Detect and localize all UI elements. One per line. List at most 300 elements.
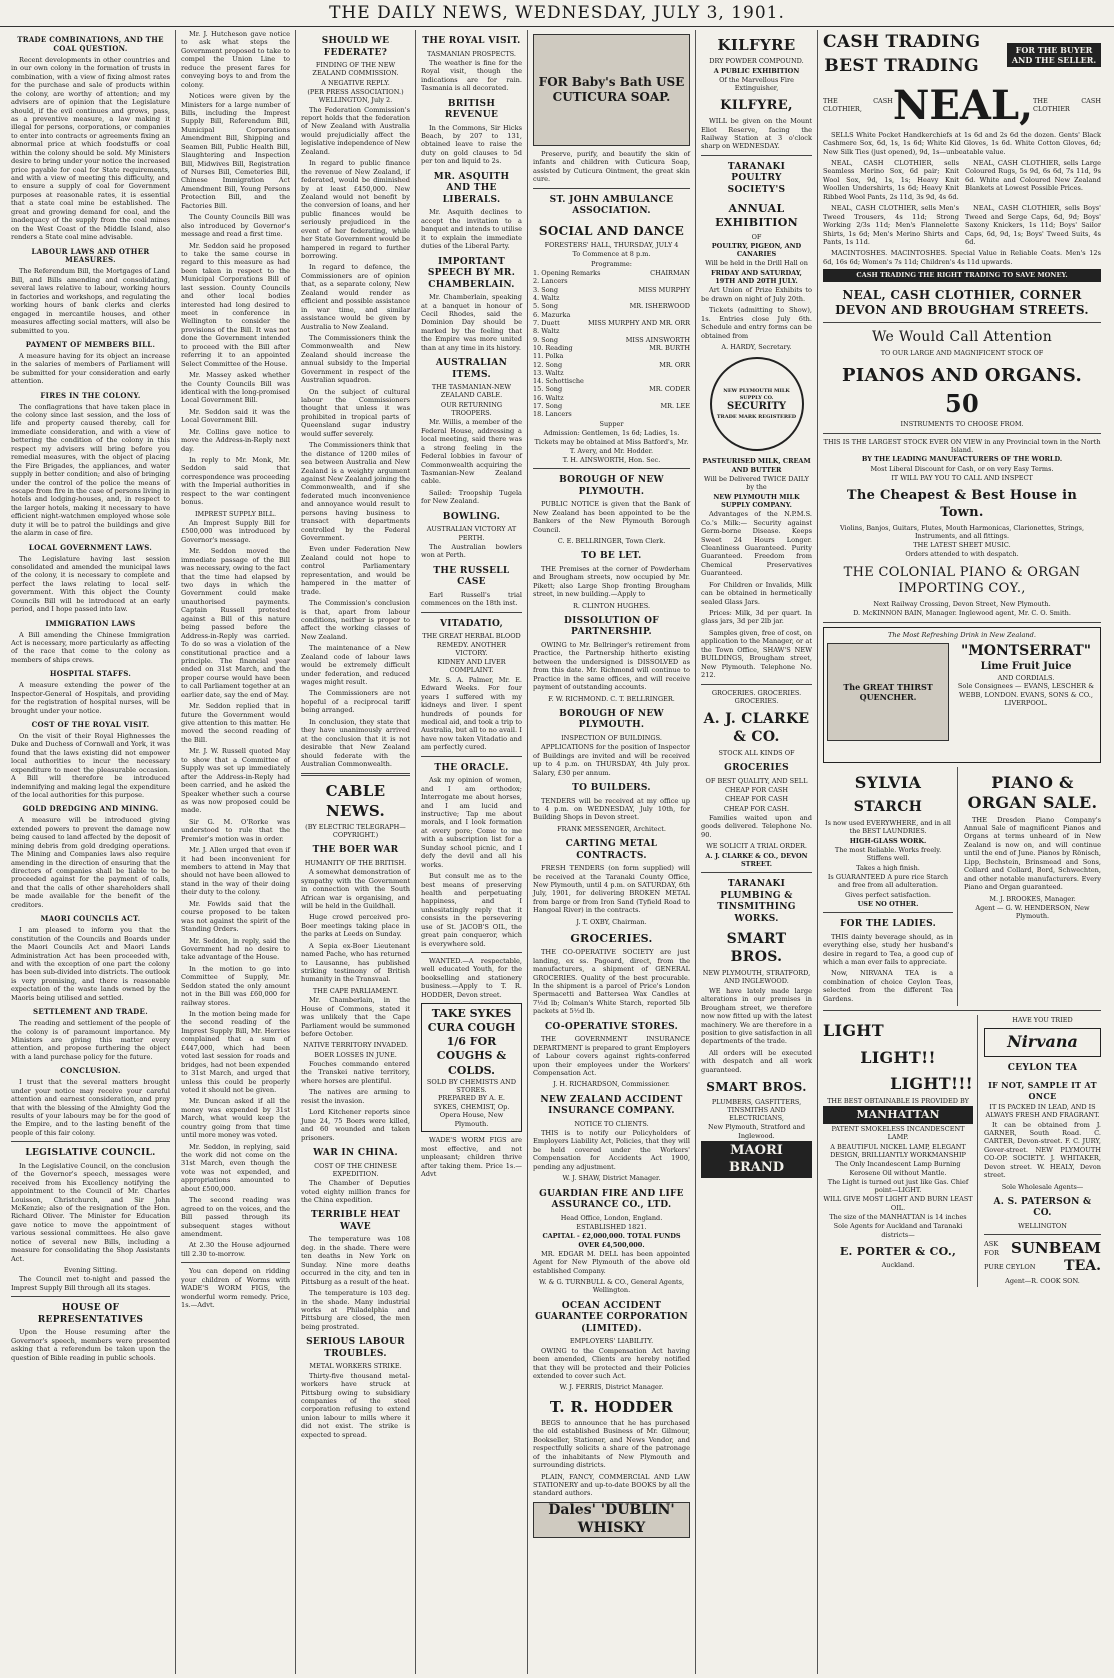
article-paragraph: Mr. Willis, a member of the Federal House, addressing a local meeting, said there was a strong feeling in the Federal lobbies in favour of Commonwealth acquiring the Tasmanian-New Zealand cable.	[421, 418, 522, 486]
divider	[823, 622, 1101, 623]
article-paragraph: Mr. J. W. Russell quoted May to show that a Committee of Supply was set up immediately after the Address-in-Reply had been carried, and he asked the Speaker whether such a course as was now proposed could be made.	[181, 747, 290, 815]
notice-paragraph: PUBLIC NOTICE is given that the Bank of New Zealand has been appointed to be the Bankers of the New Plymouth Borough Council.	[533, 500, 690, 534]
light-line: WILL GIVE MOST LIGHT AND BURN LEAST OIL.	[823, 1195, 973, 1212]
security-milk-seal	[710, 357, 804, 451]
sunbeam-tea-ad	[984, 1239, 1101, 1258]
article-paragraph: The weather is fine for the Royal visit, though the indications are for rain. Tasmania is all decorated.	[421, 58, 522, 93]
headline: NEW ZEALAND ACCIDENT INSURANCE COMPANY.	[540, 1094, 683, 1117]
notice-paragraph: TENDERS will be received at my office up to 4 p.m. on WEDNESDAY, July 10th, for Building Shops in Devon street.	[533, 796, 690, 822]
headline: ANNUAL EXHIBITION	[715, 202, 798, 230]
programme-item	[533, 302, 690, 310]
sylvia-line: The most Reliable. Works freely. Stiffens well.	[834, 845, 942, 863]
article-paragraph: Mr. Seddon, in reply, said the Government had no desire to take advantage of the House.	[181, 936, 290, 962]
subheading: CHEAP FOR CASH	[724, 786, 789, 795]
article-paragraph: The temperature was 108 deg. in the shade. There were ten deaths in New York on Sunday. Nine more deaths occurred in the city, and ten in Pittsburg as a result of the heat.	[301, 1235, 410, 1286]
article-paragraph: The reading and settlement of the people of the colony is of paramount importance. My Ministers are giving this matter every attention, and propose furthering the object with a land purchase policy for the future.	[11, 1019, 170, 1061]
sunbeam-ceylon: PURE CEYLON	[984, 1263, 1036, 1272]
article-paragraph: Mr. S. A. Palmer, Mr. E. Edward Weeks. For four years I suffered with my kidneys and liver. I spent hundreds of pounds for medical aid, and took a trip to Australia, but all to no avail. I have now taken Vitadatio and am perfectly cured.	[421, 675, 522, 752]
programme-item-title: 5. Song	[533, 302, 558, 311]
montserrat-tagline: The Most Refreshing Drink in New Zealand.	[888, 630, 1036, 639]
sykes-cough-ad	[421, 1003, 522, 1132]
article-paragraph: Mr. Seddon replied that in future the Government would give attention to this matter. He moved the second reading of the Bill.	[181, 702, 290, 744]
sylvia-line: Gives perfect satisfaction.	[845, 890, 931, 899]
signature: J. T. OXBY, Chairman.	[576, 917, 647, 926]
headline: KILFYRE	[717, 36, 796, 54]
light-line: The Light is turned out just like Gas. Chief point—LIGHT.	[827, 1177, 969, 1195]
notice-paragraph: MR. EDGAR M. DELL has been appointed Agent for New Plymouth of the above old established Company.	[533, 1249, 690, 1275]
article-paragraph: On the subject of cultural labour the Commissioners thought that unless it was prohibited in tropical parts of Queensland sugar industry would suffer severely.	[301, 387, 410, 438]
programme-item	[533, 286, 690, 294]
divider	[533, 188, 690, 189]
subheading: POULTRY, PIGEON, AND CANARIES	[711, 241, 802, 259]
programme-item-title: 7. Duett	[533, 318, 560, 327]
headline: A. J. CLARKE & CO.	[703, 711, 810, 746]
article-paragraph: Mr. Collins gave notice to move the Address-in-Reply next day.	[181, 427, 290, 453]
montserrat-body	[827, 643, 1097, 741]
programme-item-performer: MR. LEE	[660, 402, 690, 411]
column-1	[6, 30, 176, 1674]
section-heading: SETTLEMENT AND TRADE.	[33, 1007, 148, 1017]
divider	[421, 952, 522, 953]
light-agent: E. PORTER & CO.,	[839, 1245, 957, 1258]
article-paragraph: Notices were given by the Ministers for a large number of Bills, including the Imprest Supply Bill, Referendum Bill, Municipal Corporations Amendment Bill, Shipping and Seamen Bill, Public Health Bill, Slaughtering and Inspection Bill, Midwives Bill, Registration of Nurses Bill, Cemeteries Bill, Chinese Immigration Act Amendment Bill, Young Persons Protection Bill, and the Factories Bill.	[181, 92, 290, 210]
masthead: THE DAILY NEWS, WEDNESDAY, JULY 3, 1901.	[0, 0, 1114, 27]
manhattan-lamp-ad	[823, 1015, 978, 1287]
column-5	[528, 30, 696, 1674]
programme-item-title: 6. Mazurka	[533, 310, 571, 319]
programme-item-title: 3. Song	[533, 285, 558, 294]
headline: We Would Call Attention	[871, 329, 1053, 346]
headline: CABLE NEWS.	[325, 782, 386, 820]
programme-item	[533, 277, 690, 285]
programme-item-title: 14. Schottische	[533, 377, 584, 386]
sunbeam-logo: SUNBEAM	[1011, 1239, 1101, 1258]
article-paragraph: A Bill amending the Chinese Immigration Act is necessary, more particularly as affecting of the race that come to the colony as members of ships crews.	[11, 630, 170, 664]
article-paragraph: In regard to public finance the revenue of New Zealand, if federated, would be diminished by at least £450,000. New Zealand would not benefit by the conversion of loans, and her public finances would be seriously prejudiced in the event of her federating, while her State Government would be hampered in regard to further borrowing.	[301, 159, 410, 261]
subheading: TO OUR LARGE AND MAGNIFICENT STOCK OF	[880, 349, 1044, 358]
notice-paragraph: OWING to the Compensation Act having been amended, Clients are hereby notified that they will be protected and their Policies extended to cover such Act.	[533, 1346, 690, 1380]
article-paragraph: Mr. Asquith declines to accept the invitation to a banquet and intends to utilise it to explain the immediate duties of the Liberal Party.	[421, 208, 522, 251]
headline: The Cheapest & Best House in Town.	[846, 488, 1078, 520]
section-heading: GOLD DREDGING AND MINING.	[22, 804, 159, 814]
subheading: THE CASH CLOTHIER	[1033, 96, 1101, 114]
article-paragraph: The Commissioners are not hopeful of a reciprocal tariff being arranged.	[301, 689, 410, 715]
section-heading: TERRIBLE HEAT WAVE	[310, 1210, 401, 1232]
headline: SMART BROS.	[726, 931, 787, 966]
column-3	[296, 30, 416, 1674]
subheading: Will be held in the Drill Hall on	[705, 259, 808, 268]
sylvia-line: Is now used EVERYWHERE, and in all the BEST LAUNDRIES.	[825, 819, 951, 836]
light-word: LIGHT	[823, 1021, 884, 1041]
article-paragraph: The Commission's conclusion is that, apart from labour conditions, neither is proper to affect the working classes of New Zealand.	[301, 599, 410, 641]
subheading: New Plymouth, Stratford and Inglewood.	[707, 1123, 806, 1140]
light-line: Sole Agents for Auckland and Taranaki districts—	[833, 1222, 963, 1239]
article-paragraph: Mr. Seddon said he proposed to take the same course in regard to this measure as had been taken in respect to the Municipal Corporations Bill of last session. County Councils and other local bodies interested had long desired to meet in conference in Wellington to consider the provisions of the Bill. It was not done the Government intended to proceed with the Bill after referring it to an appointed Select Committee of the House.	[181, 241, 290, 368]
light-word: LIGHT!!	[860, 1047, 936, 1067]
signature: C. E. BELLRINGER, Town Clerk.	[557, 537, 666, 546]
programme-item-performer: MISS MURPHY	[638, 285, 690, 294]
subheading: A PUBLIC EXHIBITION	[713, 66, 800, 75]
programme-item	[533, 394, 690, 402]
headline: GROCERIES.	[570, 932, 653, 946]
section-heading: FIRES IN THE COLONY.	[40, 390, 141, 400]
tea-line: CEYLON TEA	[1007, 1062, 1078, 1073]
signature: J. H. RICHARDSON, Commissioner.	[553, 1080, 670, 1089]
notice-paragraph: Advantages of the N.P.M.S. Co.'s Milk:— Security against Germ-borne Disease. Keeps Sweet 24 Hours Longer. Cleanliness Guaranteed. Purity Guaranteed. Freedom from Chemical Preservatives Guaranteed.	[701, 510, 812, 578]
headline: HOUSE OF REPRESENTATIVES	[37, 1303, 144, 1325]
notice-paragraph: Families waited upon and goods delivered. Telephone No. 90.	[701, 814, 812, 839]
notice-paragraph: THE GOVERNMENT INSURANCE DEPARTMENT is prepared to grant Employers of Labour covers against rights-conferred upon their employees under the Workers' Compensation Act.	[533, 1035, 690, 1077]
section-heading: WAR IN CHINA.	[313, 1147, 398, 1158]
programme-item	[533, 385, 690, 393]
buyer-seller-badge: FOR THE BUYER AND THE SELLER.	[1007, 43, 1101, 67]
subheading: GROCERIES	[724, 763, 789, 774]
divider	[984, 1234, 1101, 1235]
programme-item	[533, 361, 690, 369]
section-heading: HOSPITAL STAFFS.	[49, 669, 132, 679]
article-paragraph: The Australian bowlers won at Perth.	[421, 542, 522, 560]
ad-paragraph: SELLS White Pocket Handkerchiefs at 1s 6d and 2s 6d the dozen. Gents' Black Cashmere Sox, 6d, 1s, 1s 6d; White Kid Gloves, 1s 6d. White Cotton Gloves, 6d; New Silk Ties (just opened), 9d, 1s—unbeatable value.	[823, 130, 1101, 156]
column-2	[176, 30, 296, 1674]
headline: THE COLONIAL PIANO & ORGAN IMPORTING COY.,	[843, 564, 1081, 597]
sylvia-title: SYLVIA	[854, 772, 922, 792]
subheading: Violins, Banjos, Guitars, Flutes, Mouth Harmonicas, Clarionettes, Strings, Instruments, and all fittings.	[839, 523, 1085, 540]
article-paragraph: An Imprest Supply Bill for £500,000 was introduced by Governor's message.	[181, 518, 290, 544]
article-paragraph: Fouches commando entered the Transkei native territory, where horses are plentiful.	[301, 1060, 410, 1085]
ad-paragraph: MACINTOSHES. MACINTOSHES. Special Value in Reliable Coats. Men's 12s 6d, 16s 6d; Women's 7s 11d; Children's 4s 11d upwards.	[823, 249, 1101, 266]
headline: THE ORACLE.	[434, 762, 509, 773]
montserrat-cordials: AND CORDIALS.	[997, 673, 1055, 682]
headline: TO BE LET.	[581, 551, 642, 562]
programme-item	[533, 327, 690, 335]
number-fifty: 50	[945, 388, 979, 418]
article-paragraph: I trust that the several matters brought under your notice may receive your careful attention and earnest consideration, and pray that with the blessing of the Almighty God the results of your labours may be for the good of the Empire, and to the lasting benefit of the people of this fair colony.	[11, 1078, 170, 1137]
article-paragraph: In the motion being made for the second reading of the Imprest Supply Bill, Mr. Herries complained that a sum of £447,000, which had been voted last session for roads and bridges, had not been expended to 31st March, and urged that unless this could be properly voted it should not be given.	[181, 1010, 290, 1094]
divider	[421, 612, 522, 613]
tea-line: Sole Wholesale Agents—	[1001, 1182, 1084, 1191]
subheading: CHEAP FOR CASH.	[723, 804, 790, 813]
cuticura-title: FOR Baby's Bath USE CUTICURA SOAP.	[538, 74, 685, 104]
tea-line: WELLINGTON	[1018, 1221, 1067, 1230]
headline: BOROUGH OF NEW PLYMOUTH.	[559, 475, 664, 497]
programme-item	[533, 269, 690, 277]
headline: IMPORTANT SPEECH BY MR. CHAMBERLAIN.	[427, 256, 516, 290]
light-line: A BEAUTIFUL NICKEL LAMP, ELEGANT DESIGN, BRILLIANTLY WORKMANSHIP	[830, 1142, 966, 1159]
subheading: KIDNEY AND LIVER COMPLAINT.	[437, 658, 506, 675]
ad-paragraph: NEAL, CASH CLOTHIER, sells Large Coloured Rugs, 5s 9d, 6s 6d, 7s 11d, 9s 6d. White and Coloured New Zealand Blankets at Lowest Possible Prices.	[965, 159, 1101, 193]
subheading: HUMANITY OF THE BRITISH.	[304, 858, 407, 867]
subheading: ESTABLISHED 1821.	[576, 1222, 647, 1231]
subheading: Programme:	[591, 259, 632, 268]
subheading: CASH TRADING THE RIGHT TRADING TO SAVE MONEY.	[823, 269, 1101, 281]
article-paragraph: Earl Russell's trial commences on the 18th inst.	[421, 590, 522, 608]
section-heading: MAORI COUNCILS ACT.	[40, 914, 141, 924]
signature: W. & G. TURNBULL & CO., General Agents, Wellington.	[538, 1278, 685, 1295]
headline: MR. ASQUITH AND THE LIBERALS.	[433, 171, 510, 205]
article-paragraph: In the motion to go into Committee of Supply, Mr. Seddon stated the only amount not in the Bill was £60,000 for railway stores.	[181, 964, 290, 1007]
article-paragraph: The maintenance of a New Zealand code of labour laws would be extremely difficult under federation, and reduced wages might result.	[301, 644, 410, 687]
headline: TARANAKI POULTRY SOCIETY'S	[727, 161, 786, 195]
headline: GUARDIAN FIRE AND LIFE ASSURANCE CO., LTD.	[539, 1188, 684, 1211]
seal-bottom-text: TRADE MARK REGISTERED	[716, 413, 797, 420]
manhattan-logo: MANHATTAN	[823, 1106, 973, 1124]
notice-paragraph: Tickets (admitting to Show), 1s. Entries close July 6th. Schedule and entry forms can be obtained from	[701, 306, 812, 340]
programme-item-performer: MISS AINSWORTH	[625, 335, 690, 344]
divider	[181, 1262, 290, 1263]
article-paragraph: Mr. Fowlds said that the course proposed to be taken was not against the spirit of the Standing Orders.	[181, 899, 290, 934]
subheading: GROCERIES. GROCERIES. GROCERIES.	[711, 688, 802, 705]
sylvia-starch-ad	[823, 767, 958, 1007]
column-7	[818, 30, 1106, 1674]
programme-item-performer: MR. CODER	[649, 385, 690, 394]
headline: TO BUILDERS.	[572, 783, 651, 793]
dateline: (PER PRESS ASSOCIATION.) WELLINGTON, July 2.	[307, 87, 404, 105]
headline: PIANOS AND ORGANS.	[841, 364, 1083, 386]
subheading: THE LATEST SHEET MUSIC.	[913, 541, 1011, 550]
programme-item-title: 17. Song	[533, 402, 563, 411]
article-paragraph: The conflagrations that have taken place in the colony since last session, and the loss of life and property caused thereby, call for immediate consideration, and with a view of bettering the condition of the colony in this respect my advisers will bring before you remedial measures, with the object of placing the Fire Brigades, the appliances, and water supply in better condition; and also of bringing under the control of the police the means of escape from fire in the case of persons living in hotels and lodging-houses, and, in respect to the larger hotels, making it necessary to have efficient night-watchmen employed whose sole duty it will be to patrol the buildings and give the alarm in case of fire.	[11, 402, 170, 538]
light-word: LIGHT!!!	[890, 1074, 973, 1094]
section-heading: COST OF THE ROYAL VISIT.	[31, 720, 150, 730]
headline: KILFYRE,	[720, 98, 793, 114]
notice-paragraph: WILL be given on the Mount Eliot Reserve, facing the Railway Station at 3 o'clock sharp on WEDNESDAY.	[701, 117, 812, 151]
article-paragraph: Lord Kitchener reports since June 24, 75 Boers were killed, and 60 wounded and taken prisoners.	[301, 1108, 410, 1142]
subheading: NEW PLYMOUTH MILK SUPPLY COMPANY.	[713, 492, 800, 509]
tea-stockists: It can be obtained from J. GARNER, South Road. C. CARTER, Devon-street. F. C. JURY, Gover-street. NEW PLYMOUTH CO-OP. SOCIETY. J. WHITAKER, Devon street. W. HEALY, Devon street.	[984, 1120, 1101, 1180]
programme-item	[533, 377, 690, 385]
headline: CO-OPERATIVE STORES.	[544, 1021, 679, 1032]
programme-item-title: 9. Song	[533, 335, 558, 344]
programme-item-title: 4. Waltz	[533, 294, 560, 303]
column-4	[416, 30, 528, 1674]
subheading: BY THE LEADING MANUFACTURERS OF THE WORLD.	[861, 455, 1063, 464]
article-paragraph: Thirty-five thousand metal-workers have struck at Pittsburg owing to subsidiary companies of the steel corporation refusing to extend union labour to mills where it did not exist. The strike is expected to spread.	[301, 1371, 410, 1439]
subheading: DRY POWDER COMPOUND.	[709, 57, 804, 66]
headline: BEST TRADING	[824, 55, 979, 76]
divider	[533, 468, 690, 469]
subheading: Of the Marvellous Fire Extinguisher,	[719, 75, 794, 93]
section-heading: PAYMENT OF MEMBERS BILL.	[25, 339, 156, 349]
article-paragraph: In the Commons, Sir Hicks Beach, by 207 to 131, obtained leave to raise the duty on gold clauses to 5d per ton and liquid to 2s.	[421, 123, 522, 166]
article-paragraph: Mr. Seddon said it was the Local Government Bill.	[181, 407, 290, 425]
subheading: WE SOLICIT A TRIAL ORDER.	[706, 842, 807, 851]
headline: TRADE COMBINATIONS, AND THE COAL QUESTION.	[17, 35, 164, 53]
ad-paragraph: THIS dainty beverage should, as in everything else, study her husband's desire in regard to Tea, a good cup of which a man ever fails to appreciate.	[823, 932, 953, 966]
section-heading: SERIOUS LABOUR TROUBLES.	[306, 1337, 405, 1359]
notice-paragraph: THIS is to notify our Policyholders of Employers Liability Act, Policies, that they will be held covered under the Workers' Compensation for Accidents Act 1900, pending any adjustment.	[533, 1129, 690, 1171]
programme-item-title: 15. Song	[533, 385, 563, 394]
headline: VITADATIO,	[439, 618, 504, 629]
subheading: NEW PLYMOUTH, STRATFORD, AND INGLEWOOD.	[702, 969, 811, 986]
subheading: Will be Delivered TWICE DAILY by the	[704, 474, 809, 492]
notice-paragraph: WE have lately made large alterations in our premises in Brougham street, we therefore now now fitted up with the latest machinery. We are therefore in a position to give satisfaction in all departments of the trade.	[701, 986, 812, 1046]
article-paragraph: Mr. J. Allen urged that even if it had been inconvenient for members to attend in May that should not have been allowed to stand in the way of their doing their duty to the colony.	[181, 846, 290, 897]
subheading: Most Liberal Discount for Cash, or on very Easy Terms.	[870, 464, 1054, 473]
subheading: INSTRUMENTS TO CHOOSE FROM.	[900, 420, 1024, 429]
programme-item-performer: MR. BURTH	[649, 343, 690, 352]
subheading: IT WILL PAY YOU TO CALL AND INSPECT	[891, 473, 1033, 482]
subheading: D. McKINNON BAIN, Manager. Inglewood agent, Mr. C. O. Smith.	[853, 609, 1071, 618]
subheading: Head Office, London, England.	[560, 1213, 663, 1222]
programme-item-title: 1. Opening Remarks	[533, 269, 601, 278]
article-paragraph: The Referendum Bill, the Mortgages of Land Bill, and Bills amending and consolidating, several laws relative to labour, working hours in factories and workshops, and regulating the working hours of bank clerks and clerks engaged in mercantile houses, and other measures affecting social matters, will also be submitted to you.	[11, 267, 170, 335]
article-paragraph: The County Councils Bill was also introduced by Governor's message and read a first time.	[181, 213, 290, 239]
signature: F. W. RICHMOND. C. T. BELLRINGER.	[548, 694, 675, 703]
subheading: Tickets may be obtained at Miss Batford's, Mr. T. Avery, and Mr. Hodder.	[534, 438, 689, 455]
notice-paragraph: OWING to Mr. Bellringer's retirement from Practice, the Partnership hitherto existing between the undersigned is DISSOLVED as from this date. Mr. Richmond will continue to Practice in the same offices, and will receive payment of outstanding accounts.	[533, 640, 690, 692]
ad-paragraph: THE Dresden Piano Company's Annual Sale of magnificent Pianos and Organs at terms unheard of in New Zealand is now on, and will continue until the end of June. Pianos by Rönisch, Lipp, Bechstein, Brinsmead and Sons, Collard and Collard, Bord, Schwechten, and other notable manufacturers. Every Piano and Organ guaranteed.	[964, 815, 1101, 892]
tea-line: IF NOT, SAMPLE IT AT ONCE	[988, 1080, 1097, 1101]
divider	[701, 684, 812, 685]
article-paragraph: Upon the House resuming after the Governor's speech, members were presented asking that a referendum be taken upon the question of Bible reading in public schools.	[11, 1328, 170, 1362]
article-paragraph: In reply to Mr. Monk, Mr. Seddon said that correspondence was proceeding with the Imperial authorities in respect to the war contingent bonus.	[181, 456, 290, 507]
neal-ads-grid	[823, 159, 1101, 249]
headline: BOWLING.	[442, 511, 501, 522]
article-paragraph: I am pleased to inform you that the constitution of the Councils and Boards under the Maori Councils Act and Maori Lands Administration Act has been proceeded with, and with the exception of one part the colony has been sub-divided into districts. The outlook is very promising, and there is reasonable expectation of the waste lands owned by the Maoris being utilised and settled.	[11, 926, 170, 1002]
subheading: Orders attended to with despatch.	[905, 550, 1019, 559]
divider	[421, 756, 522, 757]
section-heading: IMPREST SUPPLY BILL.	[194, 509, 277, 518]
divider	[823, 433, 1101, 434]
programme-item	[533, 319, 690, 327]
article-paragraph: Mr. Chamberlain, speaking at a banquet in honour of Cecil Rhodes, said the Dominion Day should be marked by the feeling that the Empire was more united than at any time in its history.	[421, 293, 522, 352]
article-paragraph: A measure will be introduced giving extended powers to prevent the damage now being caused to land affected by the deposit of mining debris from gold dredging operations. The Mining and Companies laws also require amending in the direction of ensuring that the directors of companies shall be liable to be proceeded against for the payment of calls, and that the calls of other shareholders shall be made available for the benefit of the creditors.	[11, 816, 170, 909]
programme-item	[533, 294, 690, 302]
subheading: INSPECTION OF BUILDINGS.	[561, 733, 662, 742]
headline: SOCIAL AND DANCE	[538, 223, 685, 238]
sykes-cough-title: TAKE SYKES CURA COUGH 1/6 FOR COUGHS & COLDS.	[427, 1007, 516, 1077]
article-paragraph: A Sepia ex-Boer Lieutenant named Pache, who has returned to Lausanne, has published striking testimony of British humanity in the Transvaal.	[301, 941, 410, 984]
seal-top-text: NEW PLYMOUTH MILK SUPPLY CO.	[723, 388, 790, 401]
signature: R. CLINTON HUGHES.	[572, 601, 651, 610]
notice-paragraph: BEGS to announce that he has purchased the old established Business of Mr. Gilmour, Bookseller, Stationer, and News Vendor, and respectfully solicits a share of the patronage of the inhabitants of New Plymouth and surrounding districts.	[533, 1418, 690, 1470]
subheading: THE GREAT HERBAL BLOOD REMEDY. ANOTHER VICTORY.	[422, 632, 521, 657]
advertisement: Preserve, purify, and beautify the skin of infants and children with Cuticura Soap, assisted by Cuticura Ointment, the great skin cure.	[533, 150, 690, 184]
montserrat-consignees: Sole Consignees — EVANS, LESCHER & WEBB, LONDON. EVANS, SONS & CO., LIVERPOOL.	[957, 682, 1095, 708]
programme-item	[533, 410, 690, 418]
subheading: OF BEST QUALITY, AND SELL	[705, 776, 808, 785]
programme-item	[533, 336, 690, 344]
notice-paragraph: THE Premises at the corner of Powderham and Brougham streets, now occupied by Mr. Pikett; also Large Shop fronting Brougham street, in new building.—Apply to	[533, 564, 690, 599]
section-heading: IMMIGRATION LAWS	[45, 618, 136, 628]
montserrat-ad	[823, 627, 1101, 763]
article-paragraph: Mr. Massey asked whether the County Councils Bill was identical with the long-promised Local Government Bill.	[181, 371, 290, 405]
article-paragraph: On the visit of their Royal Highnesses the Duke and Duchess of Cornwall and York, it was found that the laws existing did not empower local authorities to incur the necessary expenditure to meet the pleasurable occasion. A Bill will therefore be introduced indemnifying and making legal the expenditure of the local authorities for this purpose.	[11, 731, 170, 800]
headline: THE RUSSELL CASE	[433, 565, 510, 588]
notice-paragraph: Samples given, free of cost, on application to the Manager, or at the Town Office, SHAW'S NEW BUILDINGS, Brougham street, New Plymouth. Telephone No. 212.	[701, 628, 812, 680]
article-paragraph: Ask my opinion of women, and I am orthodox; Interrogate me about horses, and I am lucid and instructive; Tap me about morals, and I look formation at every pore; Come to me with a subscription list for a Sunday school picnic, and I defy the devil and all his works.	[421, 776, 522, 869]
light-line: Auckland.	[881, 1261, 915, 1270]
subheading: FRIDAY AND SATURDAY, 19TH AND 20TH JULY.	[711, 268, 802, 286]
programme-item-performer: MR. ISHERWOOD	[629, 302, 690, 311]
sunbeam-tea: TEA.	[1064, 1258, 1101, 1275]
section-heading: LABOUR LAWS AND OTHER MEASURES.	[31, 246, 150, 265]
headline: OCEAN ACCIDENT GUARANTEE CORPORATION (LIMITED).	[535, 1300, 688, 1334]
light-line: The size of the MANHATTAN is 14 inches	[829, 1213, 967, 1222]
signature: A. HARDY, Secretary.	[721, 343, 792, 352]
programme-item-performer: MISS MURPHY AND MR. ORR	[588, 318, 690, 327]
neal-logo: NEAL,	[892, 81, 1033, 129]
sylvia-line: Takes a high finish.	[856, 863, 920, 872]
sykes-cough-sold: SOLD BY CHEMISTS AND STORES.	[426, 1077, 517, 1095]
subheading: PASTEURISED MILK, CREAM AND BUTTER	[702, 457, 811, 474]
article-paragraph: The Legislature having last session consolidated and amended the municipal laws of the colony, it is necessary to complete and perfect the laws relating to local self-government. With this object the County Councils Bill will be introduced at an early period, and I hope passed into law.	[11, 554, 170, 614]
notice-paragraph: Prices: Milk, 3d per quart. In glass jars, 3d per 2lb jar.	[701, 609, 812, 626]
programme-item-title: 11. Polka	[533, 352, 564, 361]
subheading: Next Railway Crossing, Devon Street, New Plymouth.	[873, 600, 1051, 608]
subheading: THE CASH CLOTHIER,	[823, 96, 893, 114]
headline: CASH TRADING	[823, 32, 981, 52]
tea-line: A. S. PATERSON & CO.	[993, 1196, 1092, 1219]
subheading: CHEAP FOR CASH	[724, 795, 789, 804]
advertisement: WANTED.—A respectable, well educated Youth, for the bookselling and stationery business.—Apply to T. R. HODDER, Devon street.	[421, 957, 522, 999]
sykes-cough-prepared: PREPARED BY A. E. SYKES, CHEMIST, Op. Opera House, New Plymouth.	[433, 1094, 510, 1128]
subheading: PLUMBERS, GASFITTERS, TINSMITHS AND ELECTRICIANS,	[711, 1097, 802, 1123]
article-paragraph: Even under Federation New Zealand could not hope to control Parliamentary representation, and would be hampered in the matter of trade.	[301, 545, 410, 596]
notice-paragraph: Art Union of Prize Exhibits to be drawn on night of July 20th.	[701, 286, 812, 303]
headline: T. R. HODDER	[549, 1397, 674, 1416]
article-paragraph: The Council met to-night and passed the Imprest Supply Bill through all its stages.	[11, 1275, 170, 1292]
headline: SHOULD WE FEDERATE?	[321, 36, 390, 58]
sylvia-line: HIGH-GLASS WORK.	[849, 836, 927, 845]
article-paragraph: Recent developments in other countries and in our own colony in the formation of trusts in combination, with a view of fixing almost rates for the purchase and sale of products within the colony, are worthy of attention; and my advisers are of opinion that the Legislature should, if the evil continues and grows, pass, as a preventive measure, a law making it illegal for persons, corporations, or companies to enter into contracts or agreements fixing an abnormal price at which foodstuffs or coal within the colony should be sold. My Ministers desire to bring under your notice the increased price payable for coal for State requirements, and with a view of meeting this difficulty, and to ensure a supply of coal for Government purposes at reasonable rates, it is essential that a state coal mine be established. The great and growing demand for coal, and the inadequacy of the supply from the coal mines on the West Coast of the Middle Island, also renders a State coal mine advisable.	[11, 55, 170, 242]
article-paragraph: Mr. Seddon, in replying, said the work did not come on the 31st March, even though the vote was not expended, and appropriations amounted to about £500,000.	[181, 1142, 290, 1193]
article-paragraph: Huge crowd perceived pro-Boer meetings taking place in the parks at Leeds on Sunday.	[301, 913, 410, 939]
programme-item-performer: MR. ORR	[659, 360, 690, 369]
subheading: METAL WORKERS STRIKE.	[309, 1362, 402, 1371]
section-heading: NATIVE TERRITORY INVADED.	[303, 1041, 408, 1050]
subheading: FINDING OF THE NEW ZEALAND COMMISSION.	[312, 61, 399, 78]
subheading: (BY ELECTRIC TELEGRAPH—COPYRIGHT.)	[305, 822, 406, 840]
light-tea-row	[823, 1015, 1101, 1287]
montserrat-title: "MONTSERRAT"	[960, 643, 1092, 660]
article-paragraph: Sailed: Troopship Tugela for New Zealand.	[421, 488, 522, 506]
light-line: The Only Incandescent Lamp Burning Kerosene Oil without Mantle.	[835, 1160, 961, 1177]
subheading: FORESTERS' HALL, THURSDAY, JULY 4	[544, 241, 679, 250]
section-heading: CONCLUSION.	[60, 1066, 121, 1076]
subheading: COST OF THE CHINESE EXPEDITION.	[314, 1161, 397, 1178]
subheading: EMPLOYERS' LIABILITY.	[569, 1337, 654, 1346]
notice-paragraph: PLAIN, FANCY, COMMERCIAL AND LAW STATIONERY and up-to-date BOOKS by all the standard authors.	[533, 1472, 690, 1498]
article-paragraph: Mr. Chamberlain, in the House of Commons, stated it was unlikely that the Cape Parliament would be summoned before October.	[301, 996, 410, 1038]
column-6	[696, 30, 818, 1674]
programme-item	[533, 344, 690, 352]
divider	[11, 1141, 170, 1142]
notice-paragraph: For Children or Invalids, Milk can be obtained in hermetically sealed Glass Jars.	[701, 580, 812, 606]
programme-item-title: 12. Song	[533, 360, 563, 369]
signature: A. J. CLARKE & CO., DEVON STREET.	[705, 851, 808, 868]
light-line: PATENT SMOKELESS INCANDESCENT LAMP.	[831, 1124, 965, 1142]
article-paragraph: A somewhat demonstration of sympathy with the Government in connection with the South African war is organising, and will be held in the Guildhall.	[301, 868, 410, 910]
subheading: THE TASMANIAN-NEW ZEALAND CABLE.	[431, 383, 512, 400]
headline: FOR THE LADIES.	[839, 919, 937, 930]
advertisement: WADE'S WORM FIGS are most effective, and not unpleasant; children thrive after taking them. Price 1s.—Advt	[421, 1136, 522, 1178]
maori-brand-ad: MAORI BRAND	[701, 1141, 812, 1178]
sylvia-line: Is GUARANTEED A pure rice Starch and free from all adulteration.	[827, 872, 949, 890]
montserrat-horse-illustration: The GREAT THIRST QUENCHER.	[827, 643, 949, 741]
article-paragraph: In the Legislative Council, on the conclusion of the Governor's speech, messages were received from his Excellency notifying the appointment to the Council of Mr. Charles Louisson, Christchurch, and Sir John McKenzie; also of the resignation of the Hon. Richard Oliver. The Minister for Education gave notice to move the appointment of various sessional committees. He also gave notice of several new Bills, including a measure for consolidating the Shop Assistants Act.	[11, 1161, 170, 1263]
advertisement: You can depend on ridding your children of Worms with WADE'S WORM FIGS, the wonderful worm remedy. Price, 1s.—Advt.	[181, 1267, 290, 1309]
ad-paragraph: NEAL, CASH CLOTHIER, sells Seamless Merino Sox, 6d pair; Knit Wool Sox, 9d, 1s, 1s; Heavy Knit Woollen Undershirts, 1s 6d; Heavy Knit Ribbed Wool Pants, 2s 11d, 3s 9d, 4s 6d.	[823, 159, 959, 201]
sylvia-line: USE NO OTHER.	[857, 899, 919, 908]
article-paragraph: The Federation Commission's report holds that the federation of New Zealand with Australia would prejudicially affect the legislative independence of New Zealand.	[301, 105, 410, 156]
article-paragraph: At 2.30 the House adjourned till 2.30 to-morrow.	[181, 1241, 290, 1258]
seal-center-text: SECURITY	[726, 401, 787, 413]
nirvana-logo: Nirvana	[984, 1028, 1101, 1056]
programme-item-title: 10. Reading	[533, 343, 573, 352]
notice-paragraph: All orders will be executed with despatch and all work guaranteed.	[701, 1048, 812, 1074]
montserrat-product: Lime Fruit Juice	[980, 660, 1072, 672]
